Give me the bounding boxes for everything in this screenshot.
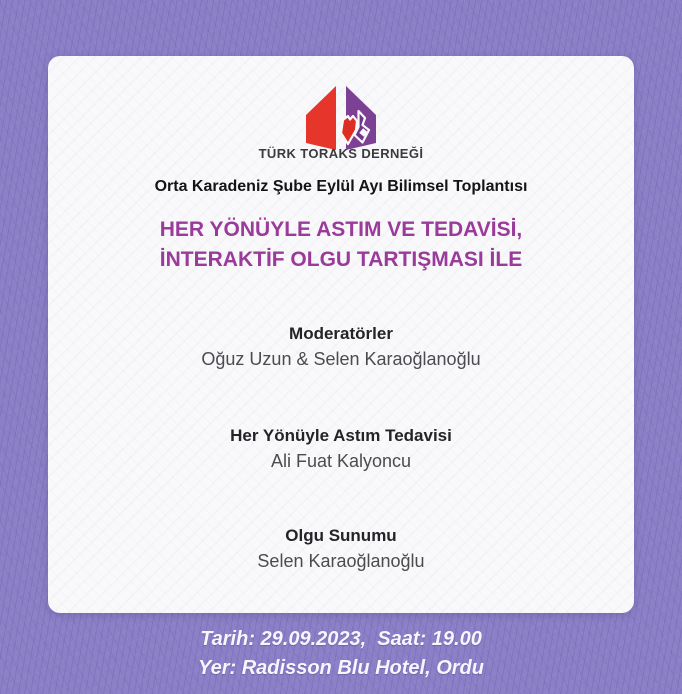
section-speakers: Ali Fuat Kalyoncu <box>270 451 412 471</box>
event-venue: Yer: Radisson Blu Hotel, Ordu <box>198 657 484 679</box>
section-talk-2 <box>257 525 424 573</box>
section-speakers: Selen Karaoğlanoğlu <box>257 551 425 571</box>
announcement-card <box>48 56 634 613</box>
event-subtitle: Orta Karadeniz Şube Eylül Ayı Bilimsel Toplantısı <box>154 178 528 195</box>
section-heading: Her Yönüyle Astım Tedavisi <box>230 426 452 445</box>
section-moderators <box>201 323 480 371</box>
event-date-time: Tarih: 29.09.2023, Saat: 19.00 <box>200 628 482 650</box>
org-name: TÜRK TORAKS DERNEĞİ <box>258 146 424 161</box>
section-speakers: Oğuz Uzun & Selen Karaoğlanoğlu <box>201 349 481 369</box>
section-heading: Moderatörler <box>289 324 393 343</box>
event-details-footer <box>0 613 682 694</box>
event-title-line1: HER YÖNÜYLE ASTIM VE TEDAVİSİ, <box>159 218 523 241</box>
section-heading: Olgu Sunumu <box>285 526 397 545</box>
event-title <box>160 215 523 275</box>
turk-toraks-dernegi-logo-icon <box>303 86 379 150</box>
event-title-line2: İNTERAKTİF OLGU TARTIŞMASI İLE <box>159 248 523 271</box>
section-talk-1 <box>230 425 452 473</box>
